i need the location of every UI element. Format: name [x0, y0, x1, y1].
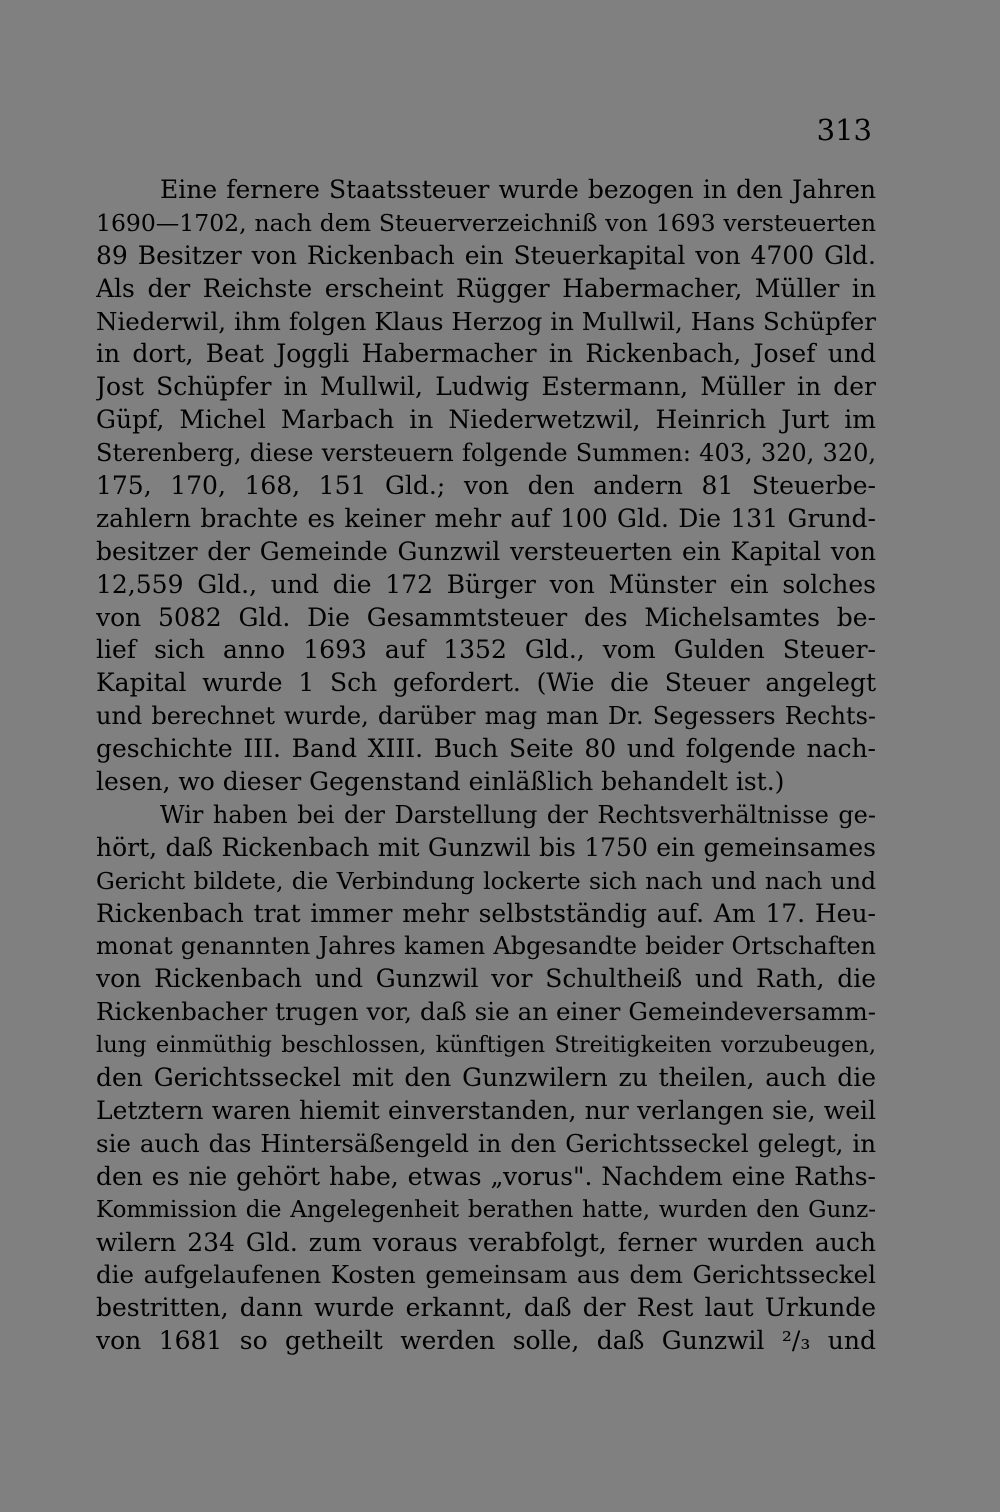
paragraph-1: [96, 174, 876, 799]
text-line: Rickenbach trat immer mehr selbstständig auf. Am 17. Heu-: [96, 898, 876, 928]
text-line: sie auch das Hintersäßengeld in den Gerichtsseckel gelegt, in: [96, 1128, 876, 1158]
text-line: monat genannten Jahres kamen Abgesandte beider Ortschaften: [96, 932, 876, 961]
text-line: den es nie gehört habe, etwas „vorus". Nachdem eine Raths-: [96, 1161, 876, 1191]
text-line: Sterenberg, diese versteuern folgende Summen: 403, 320, 320,: [96, 439, 876, 468]
text-line: Jost Schüpfer in Mullwil, Ludwig Estermann, Müller in der: [96, 372, 876, 402]
text-line: und berechnet wurde, darüber mag man Dr. Segessers Rechts-: [96, 702, 876, 731]
text-line: von Rickenbach und Gunzwil vor Schultheiß und Rath, die: [96, 964, 876, 994]
text-line: Niederwil, ihm folgen Klaus Herzog in Mullwil, Hans Schüpfer: [96, 306, 876, 336]
text-line: Letztern waren hiemit einverstanden, nur verlangen sie, weil: [96, 1095, 876, 1125]
text-line: Kommission die Angelegenheit berathen hatte, wurden den Gunz-: [96, 1196, 876, 1223]
text-line: Rickenbacher trugen vor, daß sie an einer Gemeindeversamm-: [96, 997, 876, 1027]
text-line: in dort, Beat Joggli Habermacher in Rickenbach, Josef und: [96, 339, 876, 369]
text-line: bestritten, dann wurde erkannt, daß der Rest laut Urkunde: [96, 1293, 876, 1323]
text-line: Kapital wurde 1 Sch gefordert. (Wie die Steuer angelegt: [96, 668, 876, 698]
text-line: lief sich anno 1693 auf 1352 Gld., vom Gulden Steuer-: [96, 635, 876, 665]
paragraph-2: [96, 799, 876, 1358]
text-line: geschichte III. Band XIII. Buch Seite 80 und folgende nach-: [96, 734, 876, 764]
text-line: 89 Besitzer von Rickenbach ein Steuerkapital von 4700 Gld.: [96, 240, 876, 270]
text-line: die aufgelaufenen Kosten gemeinsam aus dem Gerichtsseckel: [96, 1260, 876, 1290]
text-line: Gericht bildete, die Verbindung lockerte sich nach und nach und: [96, 866, 876, 895]
text-line: wilern 234 Gld. zum voraus verabfolgt, ferner wurden auch: [96, 1227, 876, 1257]
text-line: 12,559 Gld., und die 172 Bürger von Münster ein solches: [96, 569, 876, 599]
body-text: [96, 174, 876, 1358]
text-line: besitzer der Gemeinde Gunzwil versteuerten ein Kapital von: [96, 536, 876, 566]
text-line: den Gerichtsseckel mit den Gunzwilern zu theilen, auch die: [96, 1063, 876, 1093]
text-line: zahlern brachte es keiner mehr auf 100 Gld. Die 131 Grund-: [96, 503, 876, 533]
text-line: lung einmüthig beschlossen, künftigen Streitigkeiten vorzubeugen,: [96, 1032, 876, 1059]
text-line: Güpf, Michel Marbach in Niederwetzwil, Heinrich Jurt im: [96, 405, 876, 435]
text-line: Wir haben bei der Darstellung der Rechtsverhältnisse ge-: [160, 800, 876, 829]
text-line: 1690—1702, nach dem Steuerverzeichniß von 1693 versteuerten: [96, 208, 876, 237]
text-line: 175, 170, 168, 151 Gld.; von den andern 81 Steuerbe-: [96, 471, 876, 501]
page-number: 313: [816, 113, 872, 147]
text-line: lesen, wo dieser Gegenstand einläßlich behandelt ist.): [96, 767, 785, 797]
text-line: von 1681 so getheilt werden solle, daß Gunzwil ²/₃ und: [96, 1326, 876, 1356]
text-line: Eine fernere Staatssteuer wurde bezogen in den Jahren: [160, 175, 876, 204]
text-line: Als der Reichste erscheint Rügger Habermacher, Müller in: [96, 273, 876, 303]
text-line: von 5082 Gld. Die Gesammtsteuer des Michelsamtes be-: [96, 602, 876, 632]
text-line: hört, daß Rickenbach mit Gunzwil bis 1750 ein gemeinsames: [96, 832, 876, 862]
